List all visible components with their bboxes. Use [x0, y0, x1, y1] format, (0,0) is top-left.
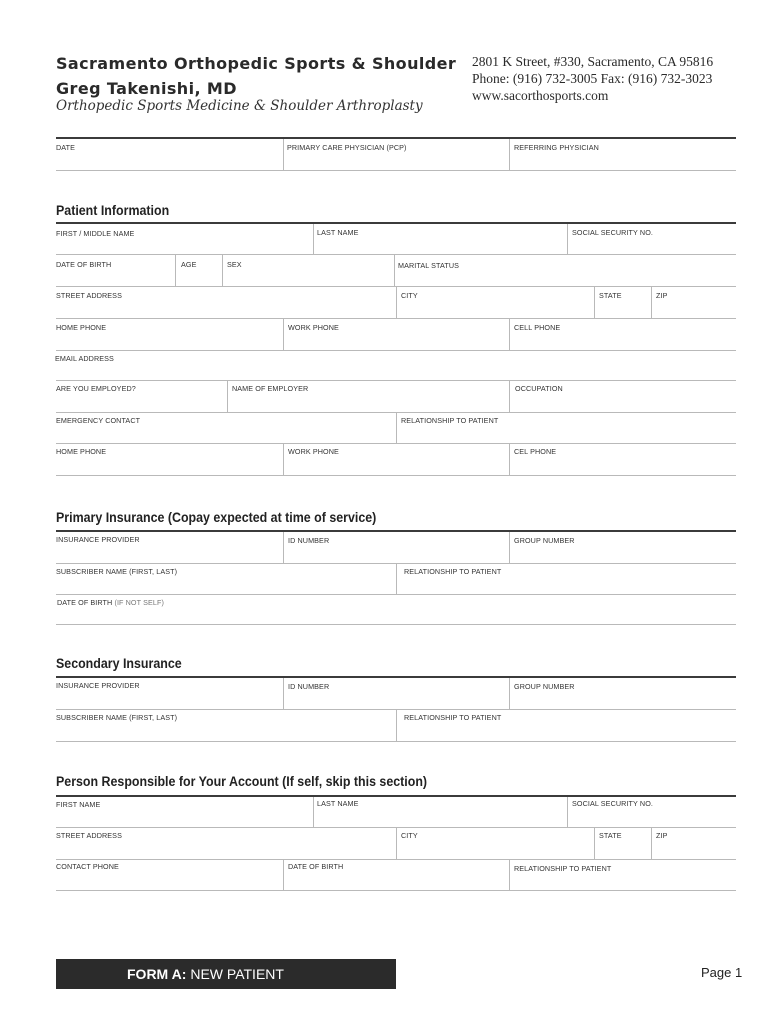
secondary-relationship-field[interactable]: RELATIONSHIP TO PATIENT [404, 713, 502, 722]
practice-name: Sacramento Orthopedic Sports & Shoulder [56, 54, 457, 73]
primary-dob-note: (IF NOT SELF) [114, 598, 164, 607]
ec-cel-phone-field[interactable]: CEL PHONE [514, 447, 557, 456]
row-divider [56, 254, 736, 255]
ec-home-phone-field[interactable]: HOME PHONE [56, 447, 107, 456]
cell-phone-field[interactable]: CELL PHONE [514, 323, 561, 332]
practice-address: 2801 K Street, #330, Sacramento, CA 95816 [472, 54, 714, 69]
work-phone-field[interactable]: WORK PHONE [288, 323, 339, 332]
primary-subscriber-field[interactable]: SUBSCRIBER NAME (FIRST, LAST) [56, 567, 178, 576]
ec-relationship-field[interactable]: RELATIONSHIP TO PATIENT [401, 416, 499, 425]
resp-contact-phone-field[interactable]: CONTACT PHONE [56, 862, 119, 871]
field-divider [283, 444, 284, 475]
section-divider [56, 530, 736, 532]
primary-dob-field[interactable] [57, 598, 164, 607]
dob-field[interactable]: DATE OF BIRTH [56, 260, 112, 269]
practice-specialty: Orthopedic Sports Medicine & Shoulder Arthroplasty [56, 98, 423, 114]
patient-info-title: Patient Information [56, 203, 170, 218]
form-label-prefix: FORM A: [127, 966, 187, 982]
row-divider [56, 318, 736, 319]
home-phone-field[interactable]: HOME PHONE [56, 323, 107, 332]
section-divider [56, 222, 736, 224]
primary-group-field[interactable]: GROUP NUMBER [514, 536, 575, 545]
field-divider [283, 319, 284, 350]
primary-dob-label: DATE OF BIRTH [57, 598, 113, 607]
row-divider [56, 741, 736, 742]
secondary-id-field[interactable]: ID NUMBER [288, 682, 330, 691]
pcp-field[interactable]: PRIMARY CARE PHYSICIAN (PCP) [287, 143, 407, 152]
field-divider [396, 710, 397, 741]
doctor-name: Greg Takenishi, MD [56, 79, 237, 98]
email-field[interactable]: EMAIL ADDRESS [55, 354, 114, 363]
field-divider [283, 139, 284, 170]
resp-ssn-field[interactable]: SOCIAL SECURITY NO. [572, 799, 653, 808]
field-divider [283, 678, 284, 709]
form-label-bar [56, 959, 396, 989]
field-divider [394, 255, 395, 286]
resp-first-name-field[interactable]: FIRST NAME [56, 800, 101, 809]
row-divider [56, 380, 736, 381]
row-divider [56, 443, 736, 444]
field-divider [227, 381, 228, 412]
row-divider [56, 475, 736, 476]
field-divider [283, 860, 284, 891]
field-divider [651, 828, 652, 859]
field-divider [509, 381, 510, 412]
zip-field[interactable]: ZIP [656, 291, 668, 300]
secondary-group-field[interactable]: GROUP NUMBER [514, 682, 575, 691]
field-divider [283, 532, 284, 563]
date-field[interactable]: DATE [56, 143, 76, 152]
secondary-provider-field[interactable]: INSURANCE PROVIDER [56, 681, 140, 690]
field-divider [175, 255, 176, 286]
secondary-insurance-title: Secondary Insurance [56, 656, 182, 671]
practice-website[interactable]: www.sacorthosports.com [472, 88, 609, 103]
resp-relationship-field[interactable]: RELATIONSHIP TO PATIENT [514, 864, 612, 873]
emergency-contact-field[interactable]: EMERGENCY CONTACT [56, 416, 141, 425]
street-address-field[interactable]: STREET ADDRESS [56, 291, 122, 300]
primary-provider-field[interactable]: INSURANCE PROVIDER [56, 535, 140, 544]
resp-city-field[interactable]: CITY [401, 831, 418, 840]
ssn-field[interactable]: SOCIAL SECURITY NO. [572, 228, 653, 237]
practice-phone-fax: Phone: (916) 732-3005 Fax: (916) 732-3023 [472, 71, 713, 86]
field-divider [222, 255, 223, 286]
field-divider [567, 797, 568, 827]
primary-relationship-field[interactable]: RELATIONSHIP TO PATIENT [404, 567, 502, 576]
resp-zip-field[interactable]: ZIP [656, 831, 668, 840]
field-divider [567, 224, 568, 254]
sex-field[interactable]: SEX [227, 260, 242, 269]
resp-street-field[interactable]: STREET ADDRESS [56, 831, 122, 840]
field-divider [651, 287, 652, 318]
state-field[interactable]: STATE [599, 291, 622, 300]
field-divider [594, 287, 595, 318]
primary-id-field[interactable]: ID NUMBER [288, 536, 330, 545]
field-divider [509, 532, 510, 563]
occupation-field[interactable]: OCCUPATION [515, 384, 563, 393]
field-divider [509, 319, 510, 350]
responsible-party-title: Person Responsible for Your Account (If self, skip this section) [56, 774, 428, 789]
field-divider [509, 444, 510, 475]
row-divider [56, 594, 736, 595]
employer-name-field[interactable]: NAME OF EMPLOYER [232, 384, 309, 393]
section-divider [56, 676, 736, 678]
resp-dob-field[interactable]: DATE OF BIRTH [288, 862, 344, 871]
header-divider [56, 137, 736, 139]
row-divider [56, 350, 736, 351]
field-divider [509, 139, 510, 170]
field-divider [313, 797, 314, 827]
page-number: Page 1 [701, 965, 743, 980]
first-middle-name-field[interactable]: FIRST / MIDDLE NAME [56, 229, 135, 238]
referring-physician-field[interactable]: REFERRING PHYSICIAN [514, 143, 599, 152]
row-divider [56, 624, 736, 625]
age-field[interactable]: AGE [181, 260, 197, 269]
field-divider [396, 828, 397, 859]
city-field[interactable]: CITY [401, 291, 418, 300]
row-divider [56, 170, 736, 171]
secondary-subscriber-field[interactable]: SUBSCRIBER NAME (FIRST, LAST) [56, 713, 178, 722]
row-divider [56, 859, 736, 860]
employed-field[interactable]: ARE YOU EMPLOYED? [56, 384, 136, 393]
field-divider [396, 413, 397, 444]
last-name-field[interactable]: LAST NAME [317, 228, 359, 237]
resp-state-field[interactable]: STATE [599, 831, 622, 840]
field-divider [594, 828, 595, 859]
field-divider [509, 678, 510, 709]
field-divider [509, 860, 510, 891]
form-label-text: NEW PATIENT [190, 966, 284, 982]
row-divider [56, 890, 736, 891]
field-divider [313, 224, 314, 254]
ec-work-phone-field[interactable]: WORK PHONE [288, 447, 339, 456]
field-divider [396, 564, 397, 595]
marital-status-field[interactable]: MARITAL STATUS [398, 261, 460, 270]
field-divider [396, 287, 397, 318]
section-divider [56, 795, 736, 797]
primary-insurance-title: Primary Insurance (Copay expected at time of service) [56, 510, 377, 525]
resp-last-name-field[interactable]: LAST NAME [317, 799, 359, 808]
